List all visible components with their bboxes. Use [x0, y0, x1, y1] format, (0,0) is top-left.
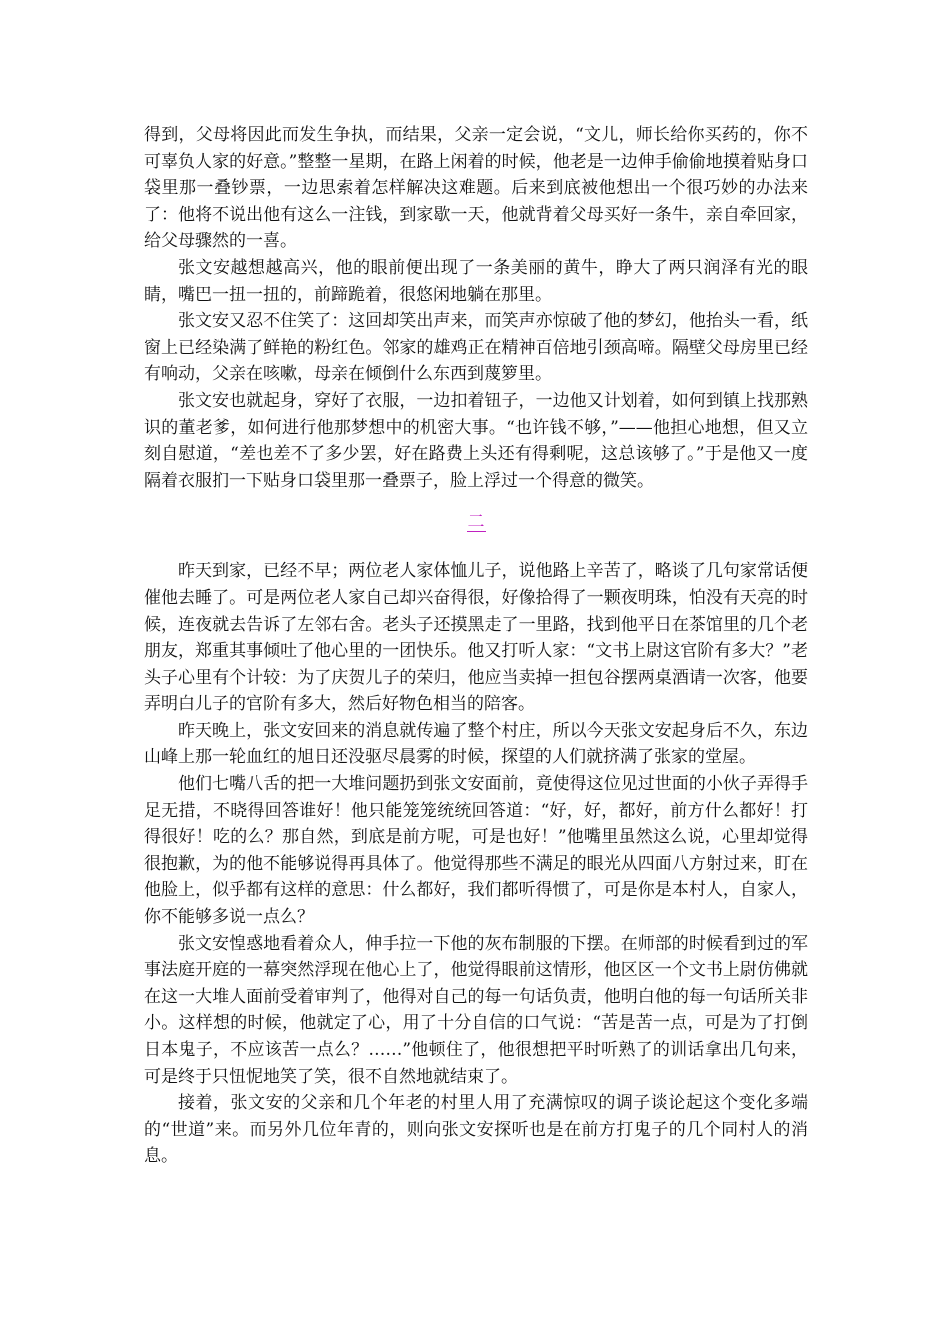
paragraph: 张文安越想越高兴，他的眼前便出现了一条美丽的黄牛，睁大了两只润泽有光的眼睛，嘴巴一扭一扭的，前蹄跪着，很悠闲地躺在那里。: [144, 257, 808, 305]
paragraph: 张文安也就起身，穿好了衣服，一边扣着钮子，一边他又计划着，如何到镇上找那熟识的董老爹，如何进行他那梦想中的机密大事。“也许钱不够，”——他担心地想，但又立刻自慰道，“差也差不了多少罢，好在路费上头还有得剩呢，这总该够了。”于是他又一度隔着衣服扪一下贴身口袋里那一叠票子，脸上浮过一个得意的微笑。: [144, 390, 808, 491]
paragraph: 昨天晚上，张文安回来的消息就传遍了整个村庄，所以今天张文安起身后不久，东边山峰上那一轮血红的旭日还没驱尽晨雾的时候，探望的人们就挤满了张家的堂屋。: [144, 720, 808, 768]
paragraph: 接着，张文安的父亲和几个年老的村里人用了充满惊叹的调子谈论起这个变化多端的“世道”来。而另外几位年青的，则向张文安探听也是在前方打鬼子的几个同村人的消息。: [144, 1093, 808, 1167]
paragraph: 他们七嘴八舌的把一大堆问题扔到张文安面前，竟使得这位见过世面的小伙子弄得手足无措，不晓得回答谁好！他只能笼笼统统回答道：“好，好，都好，前方什么都好！打得很好！吃的么？那自然，到底是前方呢，可是也好！”他嘴里虽然这么说，心里却觉得很抱歉，为的他不能够说得再具体了。他觉得那些不满足的眼光从四面八方射过来，盯在他脸上，似乎都有这样的意思：什么都好，我们都听得惯了，可是你是本村人，自家人，你不能够多说一点么？: [144, 774, 808, 928]
section-heading-link[interactable]: 二: [467, 512, 485, 533]
section-heading[interactable]: [144, 509, 808, 535]
paragraph: 得到，父母将因此而发生争执，而结果，父亲一定会说，“文儿，师长给你买药的，你不可辜负人家的好意。”整整一星期，在路上闲着的时候，他老是一边伸手偷偷地摸着贴身口袋里那一叠钞票，一边思索着怎样解决这难题。后来到底被他想出一个很巧妙的办法来了：他将不说出他有这么一注钱，到家歇一天，他就背着父母买好一条牛，亲自牵回家，给父母骤然的一喜。: [144, 125, 808, 252]
paragraph: 昨天到家，已经不早；两位老人家体恤儿子，说他路上辛苦了，略谈了几句家常话便催他去睡了。可是两位老人家自己却兴奋得很，好像拾得了一颗夜明珠，怕没有天亮的时候，连夜就去告诉了左邻右舍。老头子还摸黑走了一里路，找到他平日在茶馆里的几个老朋友，郑重其事倾吐了他心里的一团快乐。他又打听人家：“文书上尉这官阶有多大？”老头子心里有个计较：为了庆贺儿子的荣归，他应当卖掉一担包谷摆两桌酒请一次客，他要弄明白儿子的官阶有多大，然后好物色相当的陪客。: [144, 561, 808, 715]
paragraph: 张文安又忍不住笑了：这回却笑出声来，而笑声亦惊破了他的梦幻，他抬头一看，纸窗上已经染满了鲜艳的粉红色。邻家的雄鸡正在精神百倍地引颈高啼。隔壁父母房里已经有响动，父亲在咳嗽，母亲在倾倒什么东西到蔑箩里。: [144, 311, 808, 385]
document-page: [144, 122, 808, 1170]
paragraph: 张文安惶惑地看着众人，伸手拉一下他的灰布制服的下摆。在师部的时候看到过的军事法庭开庭的一幕突然浮现在他心上了，他觉得眼前这情形，他区区一个文书上尉仿佛就在这一大堆人面前受着审判了，他得对自己的每一句话负责，他明白他的每一句话所关非小。这样想的时候，他就定了心，用了十分自信的口气说：“苦是苦一点，可是为了打倒日本鬼子，不应该苦一点么？……”他顿住了，他很想把平时听熟了的训话拿出几句来，可是终于只忸怩地笑了笑，很不自然地就结束了。: [144, 933, 808, 1087]
